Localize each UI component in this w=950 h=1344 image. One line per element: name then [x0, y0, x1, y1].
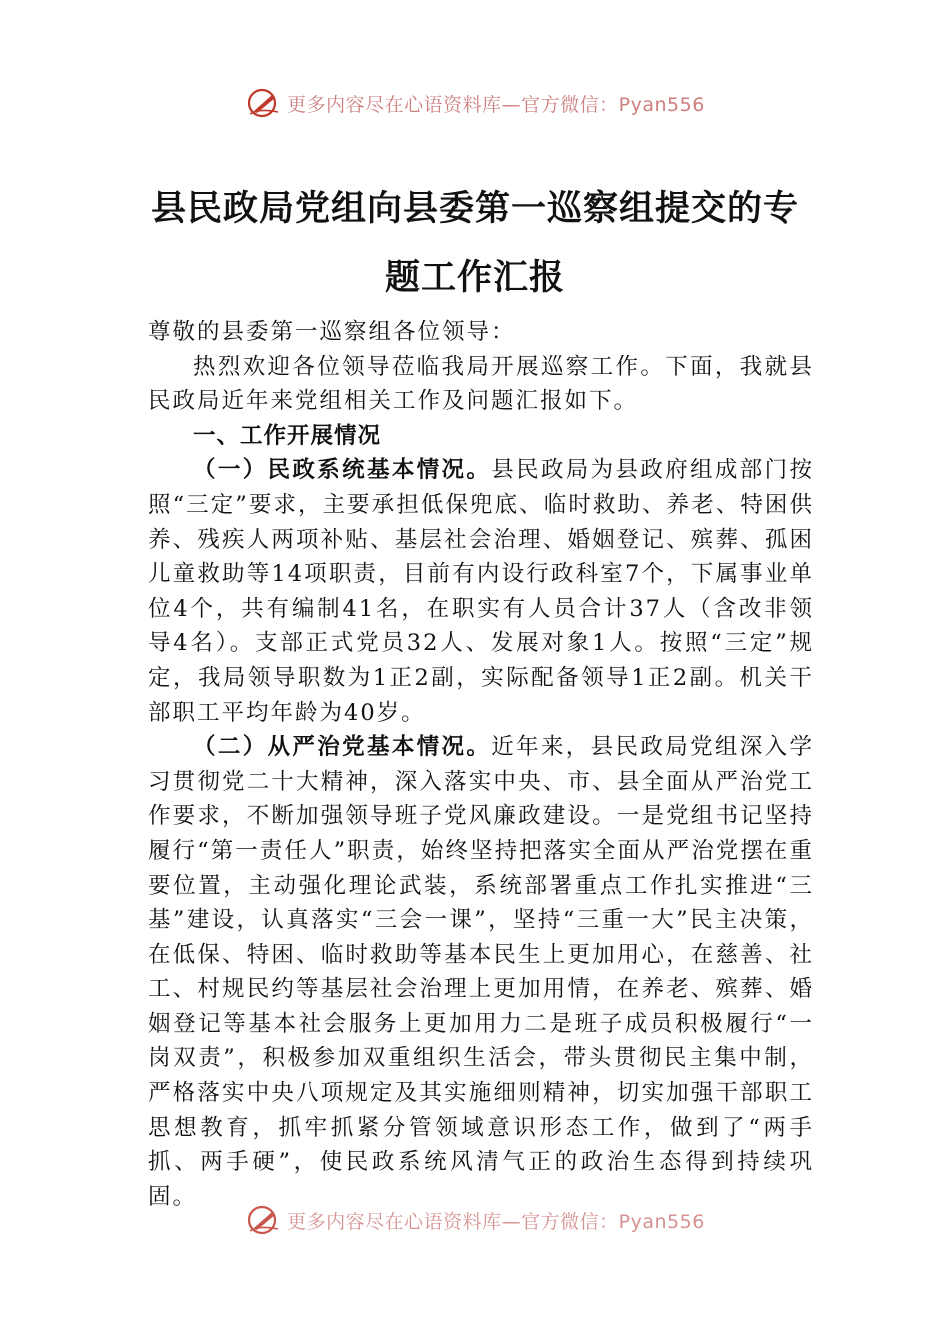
document-title-line1: 县民政局党组向县委第一巡察组提交的专 — [150, 188, 799, 229]
salutation: 尊敬的县委第一巡察组各位领导： — [148, 319, 516, 345]
subheading-party-governance: （二）从严治党基本情况。 — [193, 734, 492, 761]
watermark-text: 更多内容尽在心语资料库—官方微信：Pyan556 — [287, 93, 705, 116]
subheading-basic-situation: （一）民政系统基本情况。 — [193, 457, 492, 484]
watermark-header — [0, 83, 950, 123]
pen-logo-icon — [245, 1203, 283, 1237]
watermark-footer — [0, 1203, 950, 1237]
document-body — [148, 315, 814, 1214]
paragraph-basic-situation-text: 县民政局为县政府组成部门按照“三定”要求，主要承担低保兜底、临时救助、养老、特困供养、残疾人两项补贴、基层社会治理、婚姻登记、殡葬、孤困儿童救助等14项职责，目前有内设行政科室7个，下属事业单位4个，共有编制41名，在职实有人员合计37人（含改非领导4名）。支部正式党员32人、发展对象1人。按照“三定”规定，我局领导职数为1正2副，实际配备领导1正2副。机关干部职工平均年龄为40岁。 — [148, 457, 814, 726]
watermark-footer-text: 更多内容尽在心语资料库—官方微信：Pyan556 — [287, 1210, 705, 1233]
paragraph-basic-situation — [148, 453, 814, 730]
section-heading: 一、工作开展情况 — [193, 422, 382, 449]
document-title-line2: 题工作汇报 — [384, 257, 565, 298]
pen-logo-icon — [245, 86, 283, 120]
intro-paragraph: 热烈欢迎各位领导莅临我局开展巡察工作。下面，我就县民政局近年来党组相关工作及问题汇报如下。 — [148, 353, 814, 415]
paragraph-party-governance-text: 近年来，县民政局党组深入学习贯彻党二十大精神，深入落实中央、市、县全面从严治党工作要求，不断加强领导班子党风廉政建设。一是党组书记坚持履行“第一责任人”职责，始终坚持把落实全面从严治党摆在重要位置，主动强化理论武装，系统部署重点工作扎实推进“三基”建设，认真落实“三会一课”，坚持“三重一大”民主决策，在低保、特困、临时救助等基本民生上更加用心，在慈善、社工、村规民约等基层社会治理上更加用情，在养老、殡葬、婚姻登记等基本社会服务上更加用力二是班子成员积极履行“一岗双责”，积极参加双重组织生活会，带头贯彻民主集中制，严格落实中央八项规定及其实施细则精神，切实加强干部职工思想教育，抓牢抓紧分管领域意识形态工作，做到了“两手抓、两手硬”，使民政系统风清气正的政治生态得到持续巩固。 — [148, 734, 814, 1210]
paragraph-party-governance — [148, 730, 814, 1214]
